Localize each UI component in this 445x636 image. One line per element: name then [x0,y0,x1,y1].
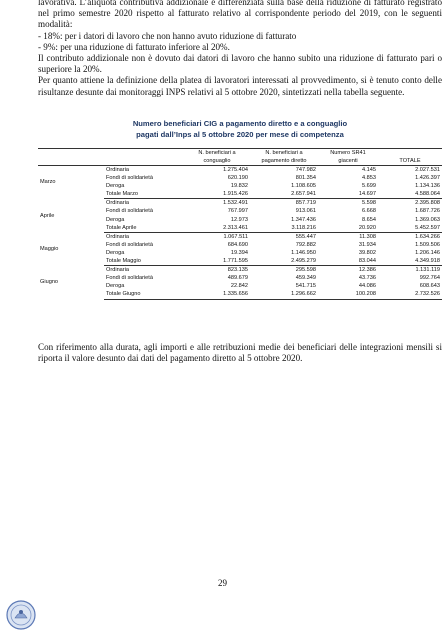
cell-conguaglio: 823.135 [227,267,248,274]
cell-totale: 4.349.918 [378,257,442,266]
cell-sr41: 4.853 [362,175,376,182]
cell-diretto: 747.982 [295,167,316,173]
row-label: Deroga [106,183,125,190]
cell-conguaglio: 1.532.491 [223,200,248,207]
cell-totale: 1.369.063 [415,216,440,223]
paragraph: Per quanto attiene la definizione della platea di lavoratori interessati al provvedimento, si è tenuto conto delle risultanze desunte dai monitoraggi INPS relativi al 5 ottobre 2020, sintetizzati nella tabella seguente. [38,75,442,97]
cell-totale: 1.131.119 [415,267,440,274]
cell-conguaglio: 620.190 [227,175,248,182]
cell-conguaglio: 684.690 [227,241,248,248]
cell-sr41: 4.145 [362,167,376,173]
row-label: Deroga [106,283,125,290]
cell-conguaglio: 1.335.656 [184,290,250,299]
seal-logo [6,600,36,630]
row-label: Deroga [106,216,125,223]
month-label: Aprile [40,212,55,219]
cell-conguaglio: 767.997 [227,208,248,215]
cell-diretto: 913.061 [295,208,316,215]
cell-diretto: 1.146.950 [291,249,316,256]
cell-diretto: 1.108.605 [291,183,316,190]
table-body [38,166,442,300]
intro-text [38,0,442,98]
table-row [38,199,442,208]
row-label: Totale Aprile [104,224,184,233]
row-label: Totale Marzo [104,190,184,199]
page-number: 29 [218,578,227,588]
table-row [38,232,442,241]
header-sr41: Numero SR41 [318,149,378,158]
cell-sr41: 39.802 [358,249,376,256]
cell-conguaglio: 22.842 [230,283,248,290]
row-label: Totale Maggio [104,257,184,266]
cell-conguaglio: 489.679 [227,275,248,282]
cell-conguaglio: 2.313.461 [184,224,250,233]
paragraph: Con riferimento alla durata, agli importi e alle retribuzioni medie dei beneficiari delle integrazioni mensili si riporta il valore desunto dai dati del pagamento diretto al 5 ottobre 2020. [38,342,442,364]
row-label: Fondi di solidarietà [106,208,153,215]
row-label: Ordinaria [106,233,130,240]
closing-text [38,342,442,364]
cell-diretto: 2.495.279 [250,257,318,266]
month-label: Giugno [40,279,59,286]
cell-diretto: 857.719 [295,200,316,207]
cell-sr41: 20.920 [318,224,378,233]
header-totale: TOTALE [378,157,442,166]
cell-sr41: 83.044 [318,257,378,266]
cell-sr41: 14.697 [318,190,378,199]
cell-diretto: 801.354 [295,175,316,182]
cell-conguaglio: 12.973 [230,216,248,223]
cell-totale: 992.764 [419,275,440,282]
cell-sr41: 31.934 [358,241,376,248]
month-label: Maggio [40,245,59,252]
row-label: Ordinaria [106,267,130,274]
cell-sr41: 44.086 [358,283,376,290]
cell-totale: 2.027.531 [415,167,440,173]
cell-diretto: 555.447 [295,233,316,240]
beneficiaries-table [38,148,442,300]
row-label: Totale Giugno [104,290,184,299]
table-header-row [38,149,442,158]
cell-diretto: 541.715 [295,283,316,290]
cell-diretto: 1.347.436 [291,216,316,223]
table-row [38,166,442,175]
header-conguaglio-l2: conguaglio [184,157,250,166]
cell-diretto: 295.598 [295,267,316,274]
cell-sr41: 11.308 [359,233,376,240]
row-label: Fondi di solidarietà [106,175,153,182]
paragraph: lavorativa. L’aliquota contributiva addizionale è differenziata sulla base della riduzione di fatturato registrato nel primo semestre 2020 rispetto al fatturato relativo al corrispondente periodo del 2019, con le seguenti modalità: [38,0,442,30]
cell-sr41: 100.208 [318,290,378,299]
header-diretto: N. beneficiari a [250,149,318,158]
paragraph: Il contributo addizionale non è dovuto dai datori di lavoro che hanno subito una riduzione di fatturato pari o superiore la 20%. [38,53,442,75]
header-conguaglio: N. beneficiari a [184,149,250,158]
cell-totale: 1.426.397 [415,175,440,182]
cell-sr41: 8.654 [362,216,376,223]
cell-totale: 4.588.064 [378,190,442,199]
cell-diretto: 459.349 [295,275,316,282]
cell-conguaglio: 1.275.404 [223,167,248,173]
cell-diretto: 792.882 [295,241,316,248]
row-label: Ordinaria [106,167,130,173]
table-title-line: pagati dall’Inps al 5 ottobre 2020 per mese di competenza [136,130,344,139]
cell-totale: 1.206.146 [415,249,440,256]
cell-sr41: 43.736 [358,275,376,282]
table-header-row [38,157,442,166]
cell-diretto: 2.657.941 [250,190,318,199]
cell-diretto: 3.118.216 [250,224,318,233]
row-label: Fondi di solidarietà [106,241,153,248]
cell-conguaglio: 1.067.511 [223,233,248,240]
table-title-line: Numero beneficiari CIG a pagamento diretto e a conguaglio [132,119,348,128]
table-row [38,266,442,275]
cell-diretto: 1.296.662 [250,290,318,299]
cell-conguaglio: 19.394 [230,249,248,256]
cell-totale: 1.134.136 [415,183,440,190]
month-label: Marzo [40,179,56,186]
cell-totale: 2.395.808 [415,200,440,207]
cell-totale: 1.634.266 [415,233,440,240]
cell-sr41: 5.699 [362,183,376,190]
row-label: Ordinaria [106,200,130,207]
cell-conguaglio: 19.832 [230,183,248,190]
header-diretto-l2: pagamento diretto [250,157,318,166]
cell-sr41: 12.386 [358,267,376,274]
header-sr41-l2: giacenti [318,157,378,166]
cell-conguaglio: 1.915.426 [184,190,250,199]
list-item: - 18%: per i datori di lavoro che non hanno avuto riduzione di fatturato [38,30,297,41]
cell-totale: 5.452.597 [378,224,442,233]
row-label: Fondi di solidarietà [106,275,153,282]
cell-totale: 1.509.506 [415,241,440,248]
cell-conguaglio: 1.771.595 [184,257,250,266]
cell-sr41: 5.598 [362,200,376,207]
cell-totale: 608.643 [419,283,440,290]
cell-totale: 1.687.726 [415,208,440,215]
cell-sr41: 6.668 [362,208,376,215]
cell-totale: 2.732.526 [378,290,442,299]
table-title [38,118,442,140]
row-label: Deroga [106,249,125,256]
list-item: - 9%: per una riduzione di fatturato inferiore al 20%. [38,41,230,52]
